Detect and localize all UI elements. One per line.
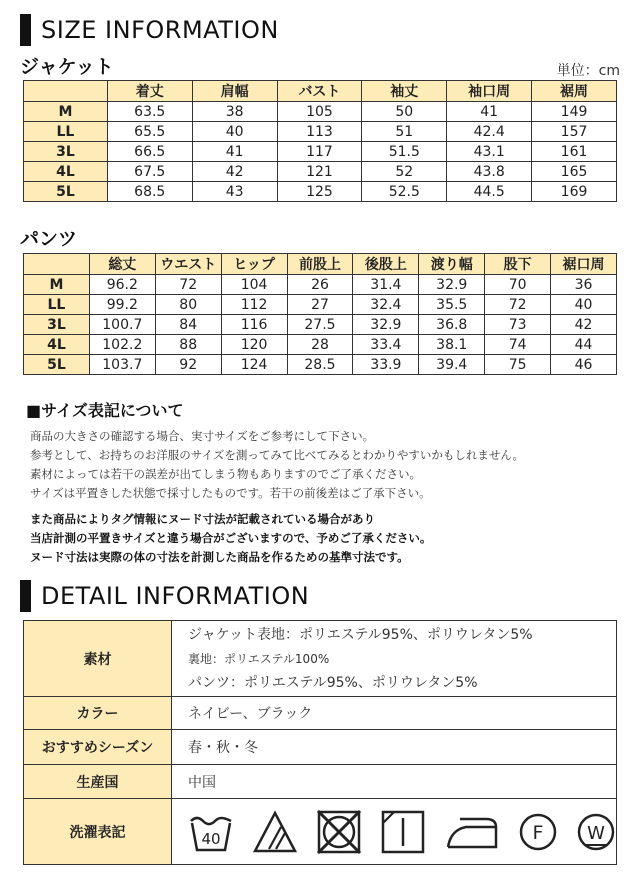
- table-cell: 105: [277, 102, 362, 122]
- table-cell: 52: [362, 162, 447, 182]
- pants-column-header: 裾口周: [551, 254, 617, 275]
- care-row: [24, 799, 617, 865]
- table-cell: 100.7: [89, 315, 155, 335]
- detail-information-title: DETAIL INFORMATION: [41, 582, 310, 610]
- table-cell: 113: [277, 122, 362, 142]
- table-cell: 38.1: [419, 335, 485, 355]
- material-line: 裏地：ポリエステル100%: [188, 651, 330, 666]
- table-cell: 40: [551, 295, 617, 315]
- table-cell: 51.5: [362, 142, 447, 162]
- jacket-size-table: [23, 80, 617, 202]
- table-cell: 27: [287, 295, 353, 315]
- dry-clean-f-icon: [518, 812, 558, 852]
- table-cell: 42: [192, 162, 277, 182]
- size-label: 3L: [24, 142, 108, 162]
- table-cell: 63.5: [107, 102, 192, 122]
- table-cell: 72: [155, 275, 221, 295]
- season-row: [24, 730, 617, 765]
- size-label: 4L: [24, 335, 90, 355]
- pants-column-header: ウエスト: [155, 254, 221, 275]
- table-cell: 51: [362, 122, 447, 142]
- table-row: [24, 335, 617, 355]
- table-cell: 75: [485, 355, 551, 375]
- bold-note-line: 当店計測の平置きサイズと違う場合がございますので、予めご了承ください。: [30, 531, 432, 545]
- size-label: M: [24, 275, 90, 295]
- jacket-header-row: [24, 81, 617, 102]
- table-cell: 161: [532, 142, 617, 162]
- jacket-column-header: 着丈: [107, 81, 192, 102]
- table-cell: 26: [287, 275, 353, 295]
- table-cell: 124: [221, 355, 287, 375]
- table-cell: 112: [221, 295, 287, 315]
- table-cell: 38: [192, 102, 277, 122]
- detail-information-header: [20, 580, 309, 612]
- color-label: カラー: [24, 697, 172, 730]
- bold-note-line: また商品によりタグ情報にヌード寸法が記載されている場合があり: [30, 512, 375, 526]
- color-row: [24, 697, 617, 730]
- table-cell: 44: [551, 335, 617, 355]
- size-label: 5L: [24, 355, 90, 375]
- table-cell: 117: [277, 142, 362, 162]
- material-label: 素材: [24, 621, 172, 697]
- pants-column-header: [24, 254, 90, 275]
- table-row: [24, 275, 617, 295]
- pants-column-header: 後股上: [353, 254, 419, 275]
- table-cell: 32.9: [353, 315, 419, 335]
- origin-value: 中国: [172, 765, 617, 799]
- origin-row: [24, 765, 617, 799]
- table-cell: 40: [192, 122, 277, 142]
- table-cell: 121: [277, 162, 362, 182]
- wash-temperature: 40: [201, 829, 221, 848]
- table-cell: 80: [155, 295, 221, 315]
- size-label: M: [24, 102, 108, 122]
- size-label: LL: [24, 122, 108, 142]
- table-cell: 102.2: [89, 335, 155, 355]
- detail-table: [23, 620, 617, 865]
- jacket-title: ジャケット: [20, 56, 114, 78]
- table-cell: 96.2: [89, 275, 155, 295]
- bleach-icon: [252, 809, 298, 855]
- table-cell: 36.8: [419, 315, 485, 335]
- section-bar: [20, 14, 31, 46]
- wet-clean-letter: W: [587, 822, 605, 844]
- iron-icon: [444, 809, 500, 855]
- size-notes-title: ■サイズ表記について: [26, 401, 184, 420]
- pants-size-table: [23, 253, 617, 375]
- table-cell: 43.8: [447, 162, 532, 182]
- table-cell: 65.5: [107, 122, 192, 142]
- table-row: [24, 162, 617, 182]
- table-cell: 28.5: [287, 355, 353, 375]
- table-cell: 27.5: [287, 315, 353, 335]
- table-cell: 103.7: [89, 355, 155, 375]
- table-cell: 50: [362, 102, 447, 122]
- pants-column-header: ヒップ: [221, 254, 287, 275]
- material-line: ジャケット表地：ポリエステル95%、ポリウレタン5%: [188, 626, 533, 643]
- table-cell: 70: [485, 275, 551, 295]
- table-row: [24, 355, 617, 375]
- table-cell: 68.5: [107, 182, 192, 202]
- table-cell: 116: [221, 315, 287, 335]
- pants-header-row: [24, 254, 617, 275]
- unit-label: 単位：cm: [556, 63, 620, 79]
- table-cell: 84: [155, 315, 221, 335]
- size-information-header: [20, 14, 279, 46]
- table-row: [24, 142, 617, 162]
- jacket-column-header: バスト: [277, 81, 362, 102]
- size-label: LL: [24, 295, 90, 315]
- season-label: おすすめシーズン: [24, 730, 172, 765]
- wash-40-icon: [188, 809, 234, 855]
- table-cell: 169: [532, 182, 617, 202]
- bold-note-line: ヌード寸法は実際の体の寸法を計測した商品を作るための基準寸法です。: [30, 550, 409, 564]
- table-cell: 36: [551, 275, 617, 295]
- table-cell: 39.4: [419, 355, 485, 375]
- table-cell: 43.1: [447, 142, 532, 162]
- care-icons: [188, 802, 616, 862]
- section-bar: [20, 580, 31, 612]
- material-row: [24, 621, 617, 697]
- table-cell: 99.2: [89, 295, 155, 315]
- note-line: サイズは平置きした状態で採寸したものです。若干の前後差はご了承下さい。: [30, 486, 431, 500]
- table-cell: 165: [532, 162, 617, 182]
- note-line: 素材によっては若干の誤差が出てしまう物もありますのでご了承ください。: [30, 467, 421, 481]
- table-cell: 120: [221, 335, 287, 355]
- jacket-column-header: [24, 81, 108, 102]
- size-label: 3L: [24, 315, 90, 335]
- table-cell: 88: [155, 335, 221, 355]
- jacket-column-header: 肩幅: [192, 81, 277, 102]
- table-cell: 41: [192, 142, 277, 162]
- pants-column-header: 股下: [485, 254, 551, 275]
- table-cell: 42.4: [447, 122, 532, 142]
- note-line: 参考として、お持ちのお洋服のサイズを測ってみて比べてみるとわかりやすいかもしれません。: [30, 448, 525, 462]
- table-cell: 44.5: [447, 182, 532, 202]
- material-line: パンツ：ポリエステル95%、ポリウレタン5%: [188, 674, 478, 691]
- jacket-column-header: 袖丈: [362, 81, 447, 102]
- table-cell: 52.5: [362, 182, 447, 202]
- size-information-title: SIZE INFORMATION: [41, 16, 279, 44]
- note-line: 商品の大きさの確認する場合、実寸サイズをご参考にして下さい。: [30, 429, 375, 443]
- table-cell: 33.4: [353, 335, 419, 355]
- table-cell: 74: [485, 335, 551, 355]
- color-value: ネイビー、ブラック: [172, 697, 617, 730]
- table-cell: 41: [447, 102, 532, 122]
- table-row: [24, 295, 617, 315]
- no-tumble-dry-icon: [316, 809, 362, 855]
- jacket-column-header: 裾周: [532, 81, 617, 102]
- table-cell: 32.4: [353, 295, 419, 315]
- care-label: 洗濯表記: [24, 799, 172, 865]
- table-cell: 33.9: [353, 355, 419, 375]
- pants-title: パンツ: [20, 228, 78, 250]
- table-cell: 157: [532, 122, 617, 142]
- table-cell: 32.9: [419, 275, 485, 295]
- table-cell: 92: [155, 355, 221, 375]
- table-cell: 149: [532, 102, 617, 122]
- table-cell: 43: [192, 182, 277, 202]
- line-dry-icon: [380, 809, 426, 855]
- table-cell: 28: [287, 335, 353, 355]
- size-label: 5L: [24, 182, 108, 202]
- table-cell: 35.5: [419, 295, 485, 315]
- table-cell: 72: [485, 295, 551, 315]
- size-label: 4L: [24, 162, 108, 182]
- jacket-column-header: 袖口周: [447, 81, 532, 102]
- table-row: [24, 122, 617, 142]
- table-cell: 104: [221, 275, 287, 295]
- table-cell: 125: [277, 182, 362, 202]
- table-cell: 42: [551, 315, 617, 335]
- table-row: [24, 182, 617, 202]
- wet-clean-w-icon: [576, 812, 616, 852]
- dry-clean-letter: F: [532, 821, 544, 844]
- table-cell: 67.5: [107, 162, 192, 182]
- origin-label: 生産国: [24, 765, 172, 799]
- season-value: 春・秋・冬: [172, 730, 617, 765]
- table-cell: 73: [485, 315, 551, 335]
- pants-column-header: 前股上: [287, 254, 353, 275]
- table-cell: 31.4: [353, 275, 419, 295]
- table-row: [24, 102, 617, 122]
- table-cell: 66.5: [107, 142, 192, 162]
- pants-column-header: 渡り幅: [419, 254, 485, 275]
- pants-column-header: 総丈: [89, 254, 155, 275]
- table-row: [24, 315, 617, 335]
- table-cell: 46: [551, 355, 617, 375]
